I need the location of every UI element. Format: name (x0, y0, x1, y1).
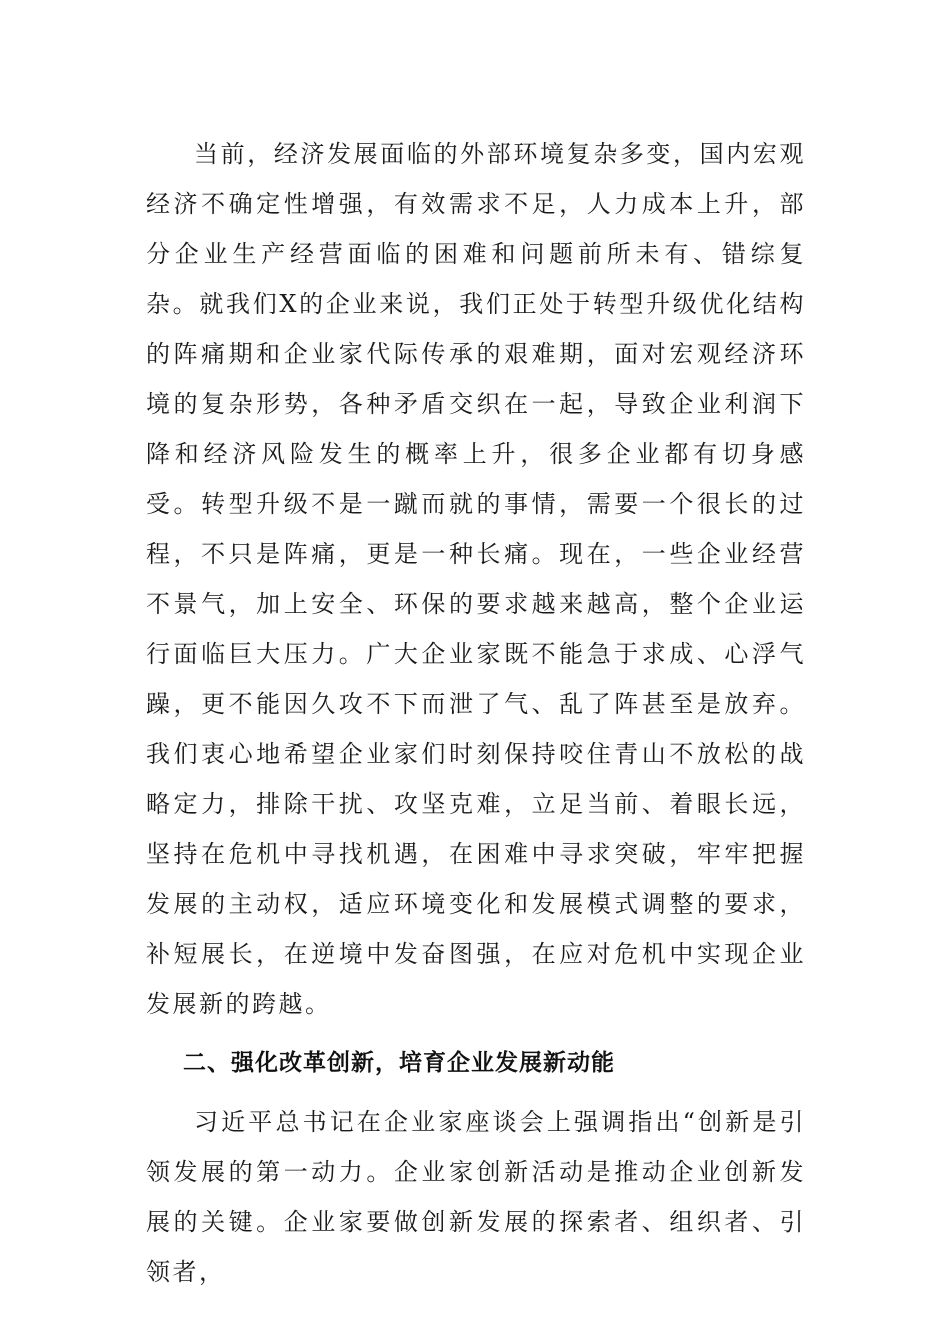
section-heading: 二、强化改革创新，培育企业发展新动能 (183, 1050, 615, 1076)
body-paragraph-innovation: 习近平总书记在企业家座谈会上强调指出“创新是引领发展的第一动力。企业家创新活动是推动企业创新发展的关键。企业家要做创新发展的探索者、组织者、引领者， (146, 1108, 806, 1286)
document-page (146, 129, 806, 1297)
body-paragraph-economic-environment: 当前，经济发展面临的外部环境复杂多变，国内宏观经济不确定性增强，有效需求不足，人力成本上升，部分企业生产经营面临的困难和问题前所未有、错综复杂。就我们X的企业来说，我们正处于转型升级优化结构的阵痛期和企业家代际传承的艰难期，面对宏观经济环境的复杂形势，各种矛盾交织在一起，导致企业利润下降和经济风险发生的概率上升，很多企业都有切身感受。转型升级不是一蹴而就的事情，需要一个很长的过程，不只是阵痛，更是一种长痛。现在，一些企业经营不景气，加上安全、环保的要求越来越高，整个企业运行面临巨大压力。广大企业家既不能急于求成、心浮气躁，更不能因久攻不下而泄了气、乱了阵甚至是放弃。我们衷心地希望企业家们时刻保持咬住青山不放松的战略定力，排除干扰、攻坚克难，立足当前、着眼长远，坚持在危机中寻找机遇，在困难中寻求突破，牢牢把握发展的主动权，适应环境变化和发展模式调整的要求，补短展长，在逆境中发奋图强，在应对危机中实现企业发展新的跨越。 (146, 140, 806, 1018)
